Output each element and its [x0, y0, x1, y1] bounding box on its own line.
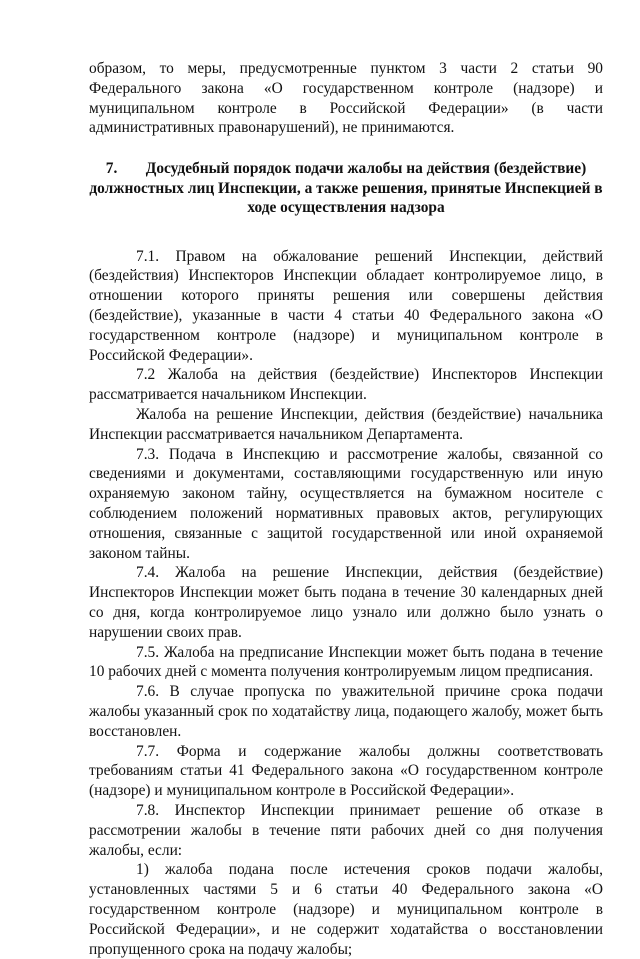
- paragraph-7-4: 7.4. Жалоба на решение Инспекции, действия (бездействие) Инспекторов Инспекции может быть подана в течение 30 календарных дней со дня, когда контролируемое лицо узнало или должно было узнать о нарушении своих прав.: [89, 564, 603, 641]
- paragraph-7-2-b: Жалоба на решение Инспекции, действия (бездействие) начальника Инспекции рассматривается начальником Департамента.: [89, 406, 603, 443]
- section-title: Досудебный порядок подачи жалобы на действия (бездействие) должностных лиц Инспекции, а также решения, принятые Инспекцией в ходе осуществления надзора: [89, 160, 603, 217]
- paragraph-7-3: 7.3. Подача в Инспекцию и рассмотрение жалобы, связанной со сведениями и документами, составляющими государственную или иную охраняемую законом тайну, осуществляется на бумажном носителе с соблюдением положений нормативных правовых актов, регулирующих отношения, связанные с защитой государственной или иной охраняемой законом тайны.: [89, 445, 603, 562]
- paragraph-7-7: 7.7. Форма и содержание жалобы должны соответствовать требованиям статьи 41 Федерального закона «О государственном контроле (надзоре) и муниципальном контроле в Российской Федерации».: [89, 742, 603, 800]
- document-page: [89, 0, 603, 959]
- paragraph-7-1: 7.1. Правом на обжалование решений Инспекции, действий (бездействия) Инспекторов Инспекции обладает контролируемое лицо, в отношении которого приняты решения или совершены действия (бездействие), указанные в части 4 статьи 40 Федерального закона «О государственном контроле (надзоре) и муниципальном контроле в Российской Федерации».: [89, 247, 603, 364]
- section-number: 7.: [105, 160, 118, 178]
- paragraph-7-2: 7.2 Жалоба на действия (бездействие) Инспекторов Инспекции рассматривается начальником Инспекции.: [89, 366, 603, 404]
- paragraph-7-8-item-1: 1) жалоба подана после истечения сроков подачи жалобы, установленных частями 5 и 6 статьи 40 Федерального закона «О государственном контроле (надзоре) и муниципальном контроле в Российской Федерации», и не содержит ходатайства о восстановлении пропущенного срока на подачу жалобы;: [89, 861, 603, 958]
- paragraph-continuation: образом, то меры, предусмотренные пунктом 3 части 2 статьи 90 Федерального закона «О государственном контроле (надзоре) и муниципальном контроле в Российской Федерации» (в части административных правонарушений), не принимаются.: [89, 60, 603, 137]
- paragraph-7-6: 7.6. В случае пропуска по уважительной причине срока подачи жалобы указанный срок по ходатайству лица, подающего жалобу, может быть восстановлен.: [89, 683, 603, 740]
- paragraph-7-8: 7.8. Инспектор Инспекции принимает решение об отказе в рассмотрении жалобы в течение пяти рабочих дней со дня получения жалобы, если:: [89, 802, 603, 859]
- section-heading: [89, 159, 603, 218]
- paragraph-7-5: 7.5. Жалоба на предписание Инспекции может быть подана в течение 10 рабочих дней с момента получения контролируемым лицом предписания.: [89, 643, 603, 681]
